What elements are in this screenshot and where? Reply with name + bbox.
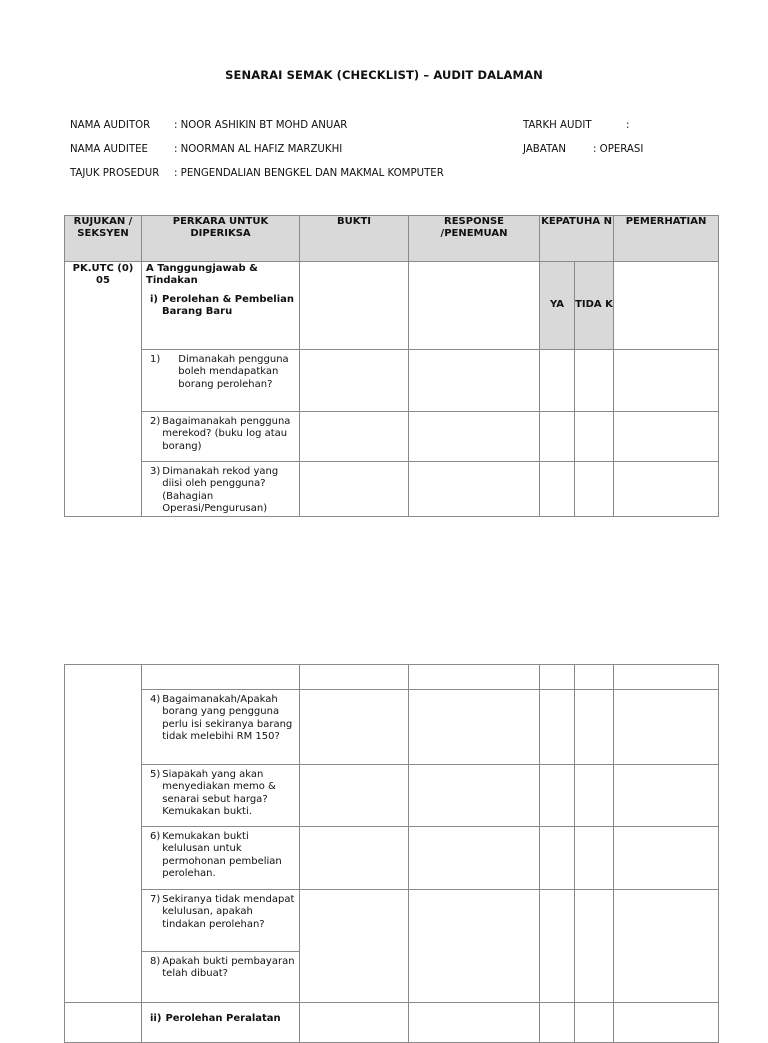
pemerhatian-cell (614, 690, 719, 765)
response-cell (409, 827, 540, 890)
bukti-cell (300, 665, 409, 690)
checklist-item (142, 890, 299, 931)
nama-auditee-label: NAMA AUDITEE (70, 144, 148, 155)
header-pemerhatian: PEMERHATIAN (614, 216, 719, 262)
subsection-text: Perolehan & Pembelian Barang Baru (162, 293, 294, 318)
pemerhatian-cell (614, 262, 719, 350)
subsection-heading (142, 288, 299, 319)
ref-cell (65, 1003, 142, 1043)
response-cell (409, 412, 540, 462)
item-text: Kemukakan bukti kelulusan untuk permohonan pembelian perolehan. (162, 831, 282, 880)
item-cell (142, 412, 300, 462)
checklist-item (142, 462, 299, 516)
item-number: 2) (150, 416, 161, 427)
tidak-cell (575, 665, 614, 690)
header-rujukan: RUJUKAN / SEKSYEN (65, 216, 142, 262)
response-cell (409, 262, 540, 350)
response-cell (409, 665, 540, 690)
ref-code: PK.UTC (0) 05 (72, 263, 134, 287)
item-number: 3) (150, 466, 161, 477)
response-cell (409, 765, 540, 827)
bukti-cell (300, 350, 409, 412)
item-number: 8) (150, 956, 161, 967)
table-row (65, 462, 719, 517)
item-number: 6) (150, 831, 161, 842)
checklist-item (142, 412, 299, 453)
bukti-cell (300, 462, 409, 517)
pemerhatian-cell (614, 665, 719, 690)
ya-cell: YA (540, 262, 575, 350)
tidak-cell (575, 462, 614, 517)
ya-cell (540, 690, 575, 765)
ya-cell (540, 765, 575, 827)
item-cell (142, 665, 300, 690)
item-number: 7) (150, 894, 161, 905)
tidak-cell (575, 690, 614, 765)
checklist-item (142, 952, 299, 981)
tidak-cell (575, 827, 614, 890)
checklist-table-2 (64, 664, 719, 1043)
table-row (65, 890, 719, 1003)
bukti-cell (300, 1003, 409, 1043)
subsection-heading (142, 1003, 299, 1025)
item-cell (142, 827, 300, 890)
table-row (65, 262, 719, 350)
item-text: Dimanakah rekod yang diisi oleh pengguna? (Bahagian Operasi/Pengurusan) (162, 466, 279, 515)
bukti-cell (300, 765, 409, 827)
subsection-text: Perolehan Peralatan (165, 1013, 281, 1024)
ya-cell (540, 412, 575, 462)
tidak-cell (575, 890, 614, 1003)
ya-cell (540, 1003, 575, 1043)
header-kepatuhan: KEPATUHA N (540, 216, 614, 262)
response-cell (409, 462, 540, 517)
response-cell (409, 690, 540, 765)
item-cell (142, 890, 300, 1003)
ref-cell (65, 665, 142, 1003)
ya-cell (540, 827, 575, 890)
table-row (65, 412, 719, 462)
item-text: Siapakah yang akan menyediakan memo & senarai sebut harga? Kemukakan bukti. (162, 769, 276, 818)
ya-cell (540, 890, 575, 1003)
checklist-item (142, 350, 299, 391)
item-text: Bagaimanakah pengguna merekod? (buku log atau borang) (162, 416, 291, 452)
item-cell (142, 350, 300, 412)
bukti-cell (300, 827, 409, 890)
nama-auditee-value: : NOORMAN AL HAFIZ MARZUKHI (174, 144, 343, 155)
item-text: Bagaimanakah/Apakah borang yang pengguna perlu isi sekiranya barang tidak melebihi RM 150? (162, 694, 293, 743)
bukti-cell (300, 690, 409, 765)
bukti-cell (300, 262, 409, 350)
item-cell (142, 765, 300, 827)
response-cell (409, 1003, 540, 1043)
table-row (65, 665, 719, 690)
item-cell (142, 1003, 300, 1043)
subsection-number: i) (150, 293, 158, 305)
ya-cell (540, 462, 575, 517)
pemerhatian-cell (614, 350, 719, 412)
section-title: A Tanggungjawab & Tindakan (146, 263, 258, 287)
bukti-cell (300, 890, 409, 1003)
pemerhatian-cell (614, 1003, 719, 1043)
checklist-item (142, 765, 299, 819)
nama-auditor-value: : NOOR ASHIKIN BT MOHD ANUAR (174, 120, 348, 131)
tidak-cell (575, 412, 614, 462)
table-row (65, 350, 719, 412)
pemerhatian-cell (614, 765, 719, 827)
document-title: SENARAI SEMAK (CHECKLIST) – AUDIT DALAMAN (225, 68, 543, 82)
response-cell (409, 890, 540, 1003)
table-row (65, 765, 719, 827)
checklist-item-wrapper (142, 890, 299, 952)
tidak-cell (575, 350, 614, 412)
nama-auditor-label: NAMA AUDITOR (70, 120, 151, 131)
item-number: 1) (150, 354, 161, 365)
tarikh-audit-value: : (626, 120, 630, 131)
item-text: Dimanakah pengguna boleh mendapatkan borang perolehan? (178, 354, 289, 390)
item-text: Sekiranya tidak mendapat kelulusan, apakah tindakan perolehan? (162, 894, 295, 930)
tajuk-prosedur-value: : PENGENDALIAN BENGKEL DAN MAKMAL KOMPUTER (174, 168, 444, 179)
tidak-cell: TIDA K (575, 262, 614, 350)
ya-cell (540, 665, 575, 690)
section-cell (142, 262, 300, 350)
item-cell (142, 690, 300, 765)
bukti-cell (300, 412, 409, 462)
table-row (65, 827, 719, 890)
jabatan-label: JABATAN (523, 144, 566, 155)
ref-cell (65, 262, 142, 517)
header-perkara: PERKARA UNTUK DIPERIKSA (142, 216, 300, 262)
checklist-item (142, 827, 299, 881)
item-text: Apakah bukti pembayaran telah dibuat? (162, 956, 295, 980)
item-cell (142, 462, 300, 517)
table-header-row (65, 216, 719, 262)
checklist-item (142, 690, 299, 744)
tidak-cell (575, 1003, 614, 1043)
response-cell (409, 350, 540, 412)
table-row (65, 1003, 719, 1043)
item-number: 4) (150, 694, 161, 705)
header-bukti: BUKTI (300, 216, 409, 262)
pemerhatian-cell (614, 890, 719, 1003)
subsection-number: ii) (150, 1013, 162, 1024)
tidak-cell (575, 765, 614, 827)
pemerhatian-cell (614, 462, 719, 517)
jabatan-value: : OPERASI (593, 144, 644, 155)
header-response: RESPONSE /PENEMUAN (409, 216, 540, 262)
pemerhatian-cell (614, 412, 719, 462)
tarikh-audit-label: TARKH AUDIT (523, 120, 592, 131)
tajuk-prosedur-label: TAJUK PROSEDUR (70, 168, 160, 179)
ya-cell (540, 350, 575, 412)
item-number: 5) (150, 769, 161, 780)
pemerhatian-cell (614, 827, 719, 890)
table-row (65, 690, 719, 765)
checklist-table-1 (64, 215, 719, 517)
